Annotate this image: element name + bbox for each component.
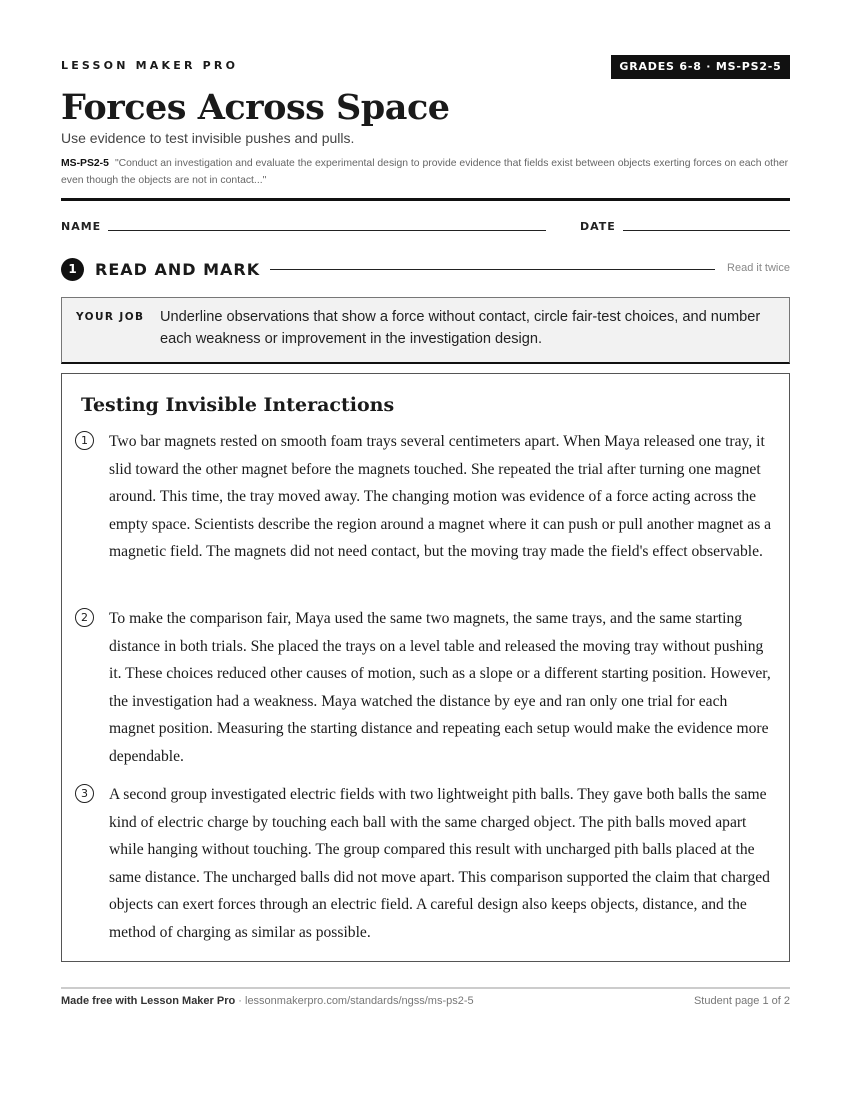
footer-divider [61, 987, 790, 989]
reading-passage [61, 373, 790, 962]
section-note: Read it twice [727, 262, 790, 274]
name-line[interactable] [108, 230, 546, 231]
brand-name: LESSON MAKER PRO [61, 59, 239, 72]
page-title: Forces Across Space [61, 87, 450, 128]
paragraph-number-badge: 2 [75, 608, 94, 627]
grade-standard-badge: GRADES 6-8 · MS-PS2-5 [611, 55, 790, 79]
page-indicator: Student page 1 of 2 [693, 995, 790, 1007]
section-number-badge: 1 [61, 258, 84, 281]
reading-title: Testing Invisible Interactions [81, 394, 395, 416]
name-label: NAME [61, 220, 102, 233]
footer-credit [61, 995, 474, 1007]
paragraph-text: To make the comparison fair, Maya used the same two magnets, the same trays, and the same starting distance in both trials. She placed the trays on a level table and released the moving tray without pushing it. These choices reduced other causes of motion, such as a slope or a different starting position. However, the investigation had a weakness. Maya watched the distance by eye and ran only one trial for each magnet position. Measuring the starting distance and repeating each setup would make the evidence more dependable. [109, 610, 771, 765]
standard-text: "Conduct an investigation and evaluate the experimental design to provide evidence that fields exist between objects exerting forces on each other even though the objects are not in contact..." [61, 158, 789, 186]
header-divider [61, 198, 790, 201]
footer-link[interactable]: · lessonmakerpro.com/standards/ngss/ms-ps2-5 [238, 995, 474, 1007]
paragraph-number-badge: 1 [75, 431, 94, 450]
page-subtitle: Use evidence to test invisible pushes and pulls. [61, 130, 355, 146]
section-title: READ AND MARK [95, 260, 261, 279]
date-line[interactable] [623, 230, 790, 231]
paragraph-text: Two bar magnets rested on smooth foam trays several centimeters apart. When Maya released one tray, it slid toward the other magnet before the magnets touched. She repeated the trial after turning one magnet around. This time, the tray moved away. The changing motion was evidence of a force acting across the empty space. Scientists describe the region around a magnet where it can push or pull another magnet as a magnetic field. The magnets did not need contact, but the moving tray made the field's effect observable. [109, 433, 772, 561]
job-label: YOUR JOB [76, 311, 145, 323]
standard-code: MS-PS2-5 [61, 158, 109, 169]
standard-statement [61, 155, 790, 189]
job-instructions: Underline observations that show a force without contact, circle fair-test choices, and number each weakness or improvement in the investigation design. [160, 309, 761, 347]
date-label: DATE [580, 220, 616, 233]
footer-made-with: Made free with Lesson Maker Pro [61, 995, 236, 1007]
paragraph-text: A second group investigated electric fields with two lightweight pith balls. They gave both balls the same kind of electric charge by touching each ball with the same charged object. The pith balls moved apart while hanging without touching. The group compared this result with uncharged pith balls placed at the same distance. The uncharged balls did not move apart. This comparison supported the claim that charged objects can exert forces through an electric field. A careful design also keeps objects, distance, and the method of charging as similar as possible. [109, 786, 770, 941]
paragraph-number-badge: 3 [75, 784, 94, 803]
section-rule [270, 269, 715, 270]
job-box [61, 297, 790, 364]
